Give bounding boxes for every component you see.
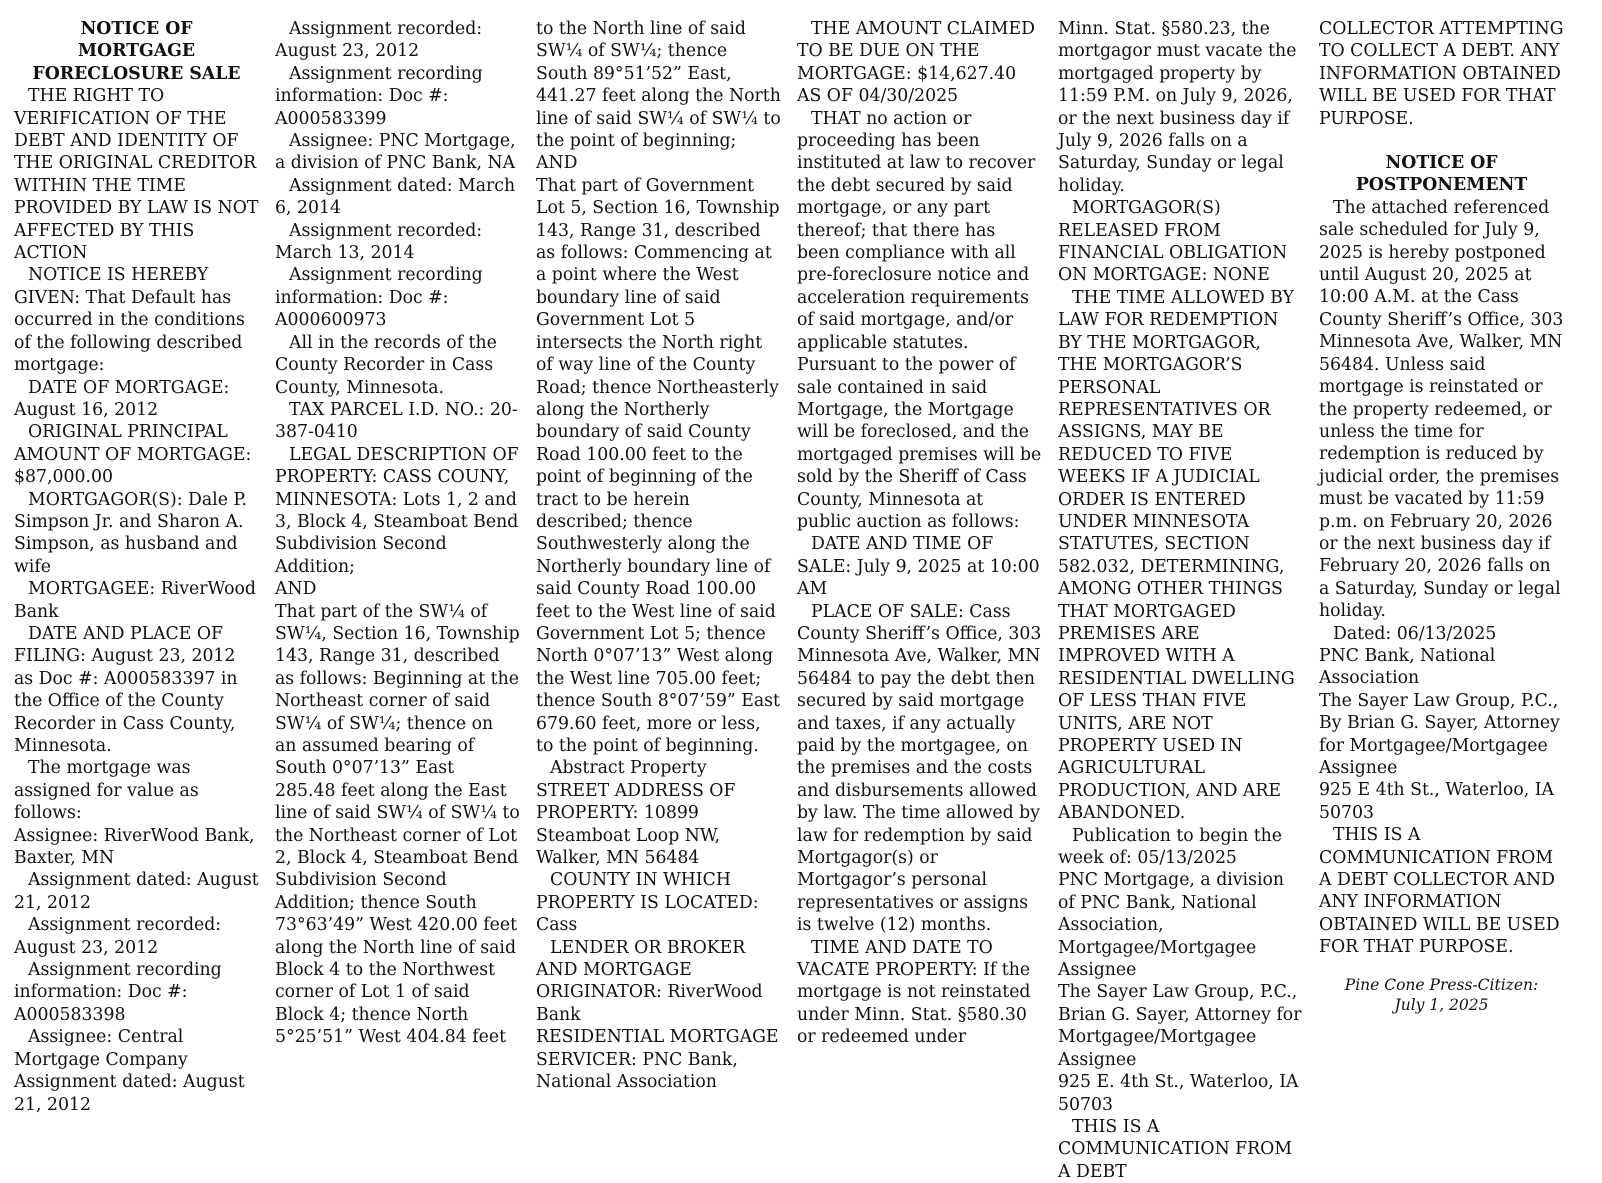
notice-paragraph: Pursuant to the power of sale contained in said Mortgage, the Mortgage will be foreclosed, and the mortgaged premises will be sold by the Sheriff of Cass County, Minnesota at public auction as follows:	[797, 355, 1047, 532]
notice-paragraph: THE RIGHT TO VERIFICATION OF THE DEBT AND IDENTITY OF THE ORIGINAL CREDITOR WITHIN THE TIME PROVIDED BY LAW IS NOT AFFECTED BY THIS ACTION	[14, 86, 264, 264]
notice-paragraph: Assignment recorded: March 13, 2014	[275, 220, 488, 264]
notice-paragraph: COUNTY IN WHICH PROPERTY IS LOCATED: Cass	[536, 870, 765, 936]
notice-paragraph: STREET ADDRESS OF PROPERTY: 10899 Steamboat Loop NW, Walker, MN 56484	[536, 780, 741, 869]
notice-paragraph: THE AMOUNT CLAIMED TO BE DUE ON THE MORTGAGE: $14,627.40 AS OF 04/30/2025	[797, 19, 1041, 107]
text-column-3	[536, 18, 787, 1112]
notice-paragraph: PNC Bank, National Association	[1319, 645, 1501, 689]
notice-paragraph: Assignment recorded: August 23, 2012	[14, 915, 227, 958]
notice-paragraph: Assignment dated: August 21, 2012	[14, 870, 265, 913]
notice-paragraph: MORTGAGEE: RiverWood Bank	[14, 579, 262, 622]
notice-paragraph: LEGAL DESCRIPTION OF PROPERTY: CASS COUNY, MINNESOTA: Lots 1, 2 and 3, Block 4, Steamboat Bend Subdivision Second Addition;	[275, 444, 525, 577]
notice-paragraph: COLLECTOR ATTEMPTING TO COLLECT A DEBT. ANY INFORMATION OBTAINED WILL BE USED FOR THAT PURPOSE.	[1319, 19, 1570, 129]
notice-paragraph: Assignee: RiverWood Bank, Baxter, MN	[14, 825, 261, 869]
notice-paragraph: The Sayer Law Group, P.C., By Brian G. Sayer, Attorney for Mortgagee/Mortgagee Assignee	[1319, 690, 1566, 778]
text-column-2	[275, 18, 531, 1112]
publication-credit: Pine Cone Press-Citizen: July 1, 2025	[1344, 975, 1539, 1014]
notice-paragraph: to the North line of said SW¼ of SW¼; thence South 89°51’52” East, 441.27 feet along the North line of said SW¼ of SW¼ to the point of beginning;	[536, 19, 787, 152]
notice-paragraph: ORIGINAL PRINCIPAL AMOUNT OF MORTGAGE: $87,000.00	[14, 422, 257, 488]
notice-paragraph: Abstract Property	[550, 758, 707, 779]
notice-paragraph: AND	[536, 153, 578, 174]
notice-paragraph: Dated: 06/13/2025	[1333, 623, 1497, 644]
notice-paragraph: MORTGAGOR(S): Dale P. Simpson Jr. and Sharon A. Simpson, as husband and wife	[14, 489, 253, 577]
notice-paragraph: AND	[275, 579, 317, 600]
notice-paragraph: PLACE OF SALE: Cass County Sheriff’s Office, 303 Minnesota Ave, Walker, MN 56484 to pay the debt then secured by said mortgage and taxes, if any actually paid by the mortgagee, on the premises and the costs and disbursements allowed by law. The time allowed by law for redemption by said Mortgagor(s) or Mortgagor’s personal representatives or assigns is twelve (12) months.	[797, 601, 1047, 936]
notice-paragraph: Assignment dated: March 6, 2014	[275, 175, 521, 219]
notice-paragraph: That part of the SW¼ of SW¼, Section 16, Township 143, Range 31, described as follows: Beginning at the Northeast corner of said SW¼ of SW¼; thence on an assumed bearing of South 0°07’13” East 285.48 feet along the East line of said SW¼ of SW¼ to the Northeast corner of Lot 2, Block 4, Steamboat Bend Subdivision Second Addition; thence South 73°63’49” West 420.00 feet along the North line of said Block 4 to the Northwest corner of Lot 1 of said Block 4; thence North 5°25’51” West 404.84 feet	[275, 601, 531, 1048]
notice-paragraph: Publication to begin the week of: 05/13/2025	[1058, 825, 1288, 869]
notice-paragraph: Assignment recording information: Doc #: A000600973	[275, 265, 489, 331]
notice-paragraph: PNC Mortgage, a division of PNC Bank, National Association, Mortgagee/Mortgagee Assignee	[1058, 870, 1290, 981]
text-column-6	[1319, 18, 1570, 1112]
notice-paragraph: THIS IS A COMMUNICATION FROM A DEBT COLLECTOR AND ANY INFORMATION OBTAINED WILL BE USED FOR THAT PURPOSE.	[1319, 825, 1566, 958]
notice-paragraph: The Sayer Law Group, P.C., Brian G. Sayer, Attorney for Mortgagee/Mortgagee Assignee	[1058, 982, 1307, 1070]
notice-paragraph: THIS IS A COMMUNICATION FROM A DEBT	[1058, 1116, 1298, 1182]
notice-paragraph: Assignment recorded: August 23, 2012	[275, 19, 488, 62]
notice-paragraph: Assignment recording information: Doc #: A000583399	[275, 63, 489, 129]
notice-paragraph: Minn. Stat. §580.23, the mortgagor must vacate the mortgaged property by 11:59 P.M. on July 9, 2026, or the next business day if July 9, 2026 falls on a Saturday, Sunday or legal holiday.	[1058, 19, 1302, 196]
notice-paragraph: The mortgage was assigned for value as follows:	[14, 758, 205, 824]
notice-paragraph: THE TIME ALLOWED BY LAW FOR REDEMPTION BY THE MORTGAGOR, THE MORTGAGOR’S PERSONAL REPRESENTATIVES OR ASSIGNS, MAY BE REDUCED TO FIVE WEEKS IF A JUDICIAL ORDER IS ENTERED UNDER MINNESOTA STATUTES, SECTION 582.032, DETERMINING, AMONG OTHER THINGS THAT MORTGAGED PREMISES ARE IMPROVED WITH A RESIDENTIAL DWELLING OF LESS THAN FIVE UNITS, ARE NOT PROPERTY USED IN AGRICULTURAL PRODUCTION, AND ARE ABANDONED.	[1058, 287, 1301, 824]
notice-paragraph: RESIDENTIAL MORTGAGE SERVICER: PNC Bank, National Association	[536, 1027, 784, 1093]
text-column-4	[797, 18, 1047, 1112]
text-column-5	[1058, 18, 1307, 1182]
notice-paragraph: Assignment recording information: Doc #: A000583398	[14, 960, 228, 1025]
notice-paragraph: MORTGAGOR(S) RELEASED FROM FINANCIAL OBLIGATION ON MORTGAGE: NONE	[1058, 198, 1293, 286]
text-column-1	[14, 18, 265, 1115]
notice-paragraph: 925 E 4th St., Waterloo, IA 50703	[1319, 780, 1560, 823]
notice-paragraph: That part of Government Lot 5, Section 16, Township 143, Range 31, described as follows: Commencing at a point where the West boundary line of said Government Lot 5 intersects the North right of way line of the County Road; thence Northeasterly along the Northerly boundary of said County Road 100.00 feet to the point of beginning of the tract to be herein described; thence Southwesterly along the Northerly boundary line of said County Road 100.00 feet to the West line of said Government Lot 5; thence North 0°07’13” West along the West line 705.00 feet; thence South 8°07’59” East 679.60 feet, more or less, to the point of beginning.	[536, 175, 786, 756]
notice-paragraph: TAX PARCEL I.D. NO.: 20-387-0410	[275, 399, 518, 443]
notice-paragraph: DATE OF MORTGAGE: August 16, 2012	[14, 377, 235, 420]
notice-paragraph: LENDER OR BROKER AND MORTGAGE ORIGINATOR: RiverWood Bank	[536, 937, 769, 1025]
notice-heading: NOTICE OF MORTGAGE FORECLOSURE SALE	[32, 19, 241, 84]
notice-paragraph: The attached referenced sale scheduled for July 9, 2025 is hereby postponed until August 20, 2025 at 10:00 A.M. at the Cass County Sheriff’s Office, 303 Minnesota Ave, Walker, MN 56484. Unless said mortgage is reinstated or the property redeemed, or unless the time for redemption is reduced by judicial order, the premises must be vacated by 11:59 p.m. on February 20, 2026 or the next business day if February 20, 2026 falls on a Saturday, Sunday or legal holiday.	[1319, 197, 1569, 622]
notice-paragraph: 925 E. 4th St., Waterloo, IA 50703	[1058, 1072, 1305, 1115]
notice-paragraph: All in the records of the County Recorder in Cass County, Minnesota.	[275, 332, 503, 398]
notice-paragraph: THAT no action or proceeding has been instituted at law to recover the debt secured by said mortgage, or any part thereof; that there has been compliance with all pre-foreclosure notice and acceleration requirements of said mortgage, and/or applicable statutes.	[797, 108, 1041, 353]
notice-paragraph: Assignee: PNC Mortgage, a division of PNC Bank, NA	[275, 131, 522, 174]
notice-paragraph: DATE AND TIME OF SALE: July 9, 2025 at 10:00 AM	[797, 534, 1046, 600]
notice-heading: NOTICE OF POSTPONEMENT	[1355, 153, 1528, 196]
notice-paragraph: DATE AND PLACE OF FILING: August 23, 2012 as Doc #: A000583397 in the Office of the County Recorder in Cass County, Minnesota.	[14, 623, 243, 756]
notice-paragraph: TIME AND DATE TO VACATE PROPERTY: If the mortgage is not reinstated under Minn. Stat. §580.30 or redeemed under	[797, 937, 1036, 1048]
notice-paragraph: Assignee: Central Mortgage Company	[14, 1027, 189, 1070]
notice-paragraph: Assignment dated: August 21, 2012	[14, 1072, 251, 1115]
notice-paragraph: NOTICE IS HEREBY GIVEN: That Default has occurred in the conditions of the following described mortgage:	[14, 265, 251, 376]
